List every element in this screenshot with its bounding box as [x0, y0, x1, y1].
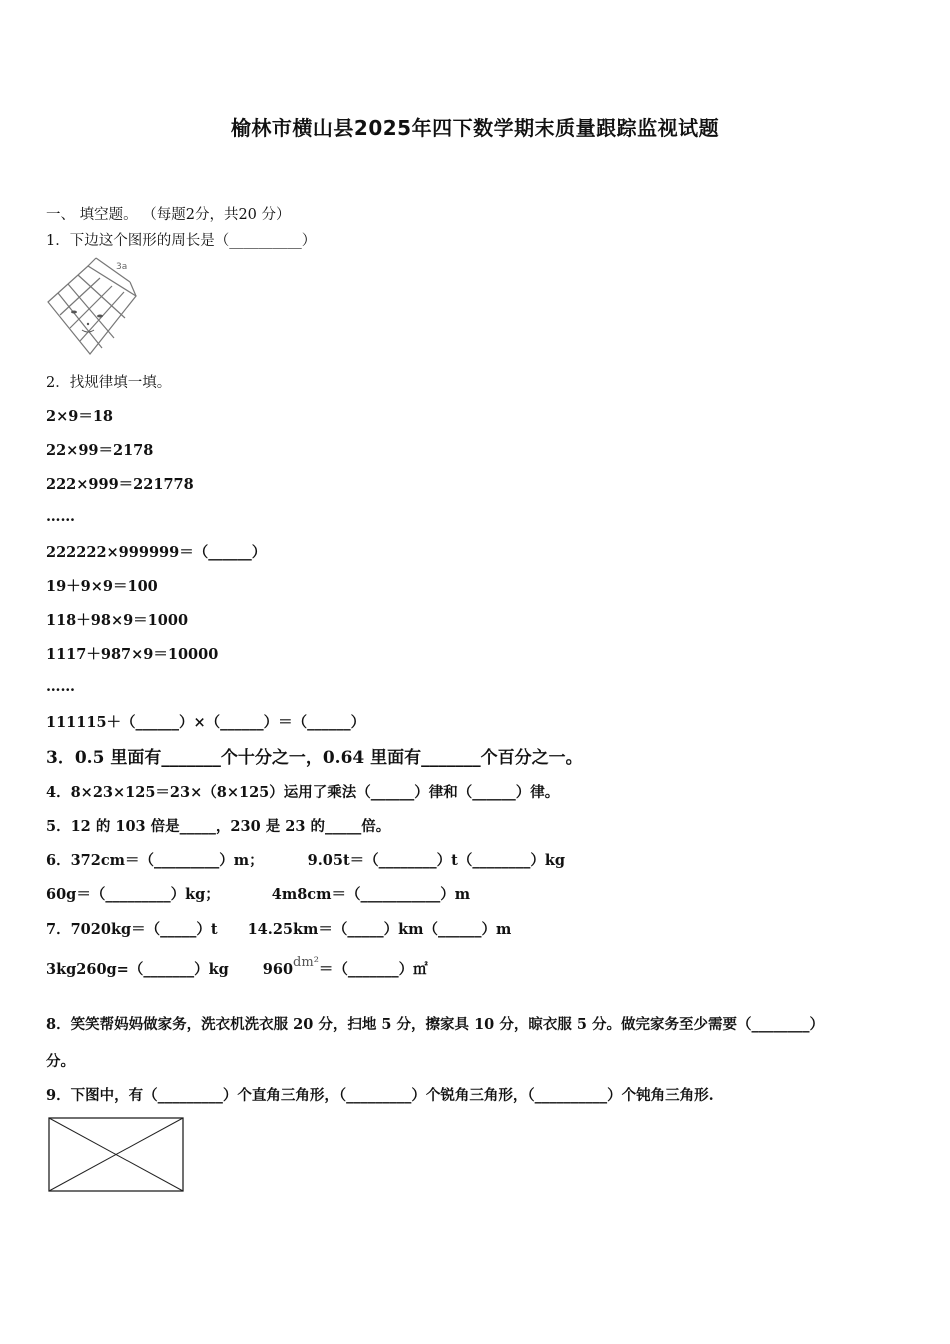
- q7-part-d-rest: ＝（_______）㎡: [318, 961, 428, 978]
- question-6-line-1: [46, 849, 565, 870]
- pattern-line: 1117＋987×9＝10000: [46, 646, 219, 663]
- pattern-line: 19＋9×9＝100: [46, 578, 158, 595]
- q6-part-c: 60g＝（_________）kg；: [46, 886, 220, 903]
- grid-figure: [44, 252, 140, 358]
- pattern-line: 118＋98×9＝1000: [46, 612, 189, 629]
- pattern-line: 2×9＝18: [46, 408, 114, 425]
- q7-part-c: 3kg260g=（_______）kg: [46, 961, 229, 978]
- figure-label: 3a: [116, 262, 128, 272]
- question-7-line-1: [46, 918, 511, 939]
- question-1: 1．下边这个图形的周长是（__________）: [46, 233, 317, 249]
- section-heading: 一、 填空题。 （每题2分，共20 分）: [46, 207, 291, 223]
- pattern-line: 111115＋（______）×（______）＝（______）: [46, 714, 366, 731]
- pattern-line: 222222×999999＝（______）: [46, 544, 267, 561]
- question-9: 9．下图中，有（_________）个直角三角形，（_________）个锐角三角形，（__________）个钝角三角形.: [46, 1087, 714, 1104]
- pattern-ellipsis: ……: [46, 508, 75, 525]
- q7-part-d-number: 960: [262, 961, 294, 978]
- rectangle-diagonals-figure: [46, 1115, 188, 1195]
- q7-part-b: 14.25km＝（_____）km（______）m: [247, 921, 512, 938]
- page-title: 榆林市横山县2025年四下数学期末质量跟踪监视试题: [230, 116, 720, 140]
- question-8-line-1: 8．笑笑帮妈妈做家务，洗衣机洗衣服 20 分，扫地 5 分，擦家具 10 分，晾衣服 5 分。做完家务至少需要（________）: [46, 1016, 825, 1033]
- q6-part-a: 6．372cm＝（_________）m；: [46, 852, 264, 869]
- q7-part-a: 7．7020kg＝（_____）t: [46, 921, 218, 938]
- pattern-line: 222×999＝221778: [46, 476, 194, 493]
- q6-part-b: 9.05t＝（________）t（________）kg: [307, 852, 566, 869]
- question-3: 3．0.5 里面有_______个十分之一，0.64 里面有_______个百分之一。: [46, 748, 583, 768]
- question-4: 4．8×23×125＝23×（8×125）运用了乘法（______）律和（______）律。: [46, 784, 560, 801]
- q6-part-d: 4m8cm＝（___________）m: [271, 886, 471, 903]
- pattern-ellipsis: ……: [46, 678, 75, 695]
- pattern-line: 22×99＝2178: [46, 442, 154, 459]
- question-7-line-2: [46, 955, 428, 979]
- dm2-unit-image: dm²: [293, 955, 319, 970]
- question-8-line-2: 分。: [46, 1053, 75, 1070]
- question-5: 5．12 的 103 倍是_____，230 是 23 的_____倍。: [46, 818, 391, 835]
- grid-figure-lines: [48, 258, 136, 354]
- question-2: 2．找规律填一填。: [46, 375, 172, 391]
- question-6-line-2: [46, 883, 470, 904]
